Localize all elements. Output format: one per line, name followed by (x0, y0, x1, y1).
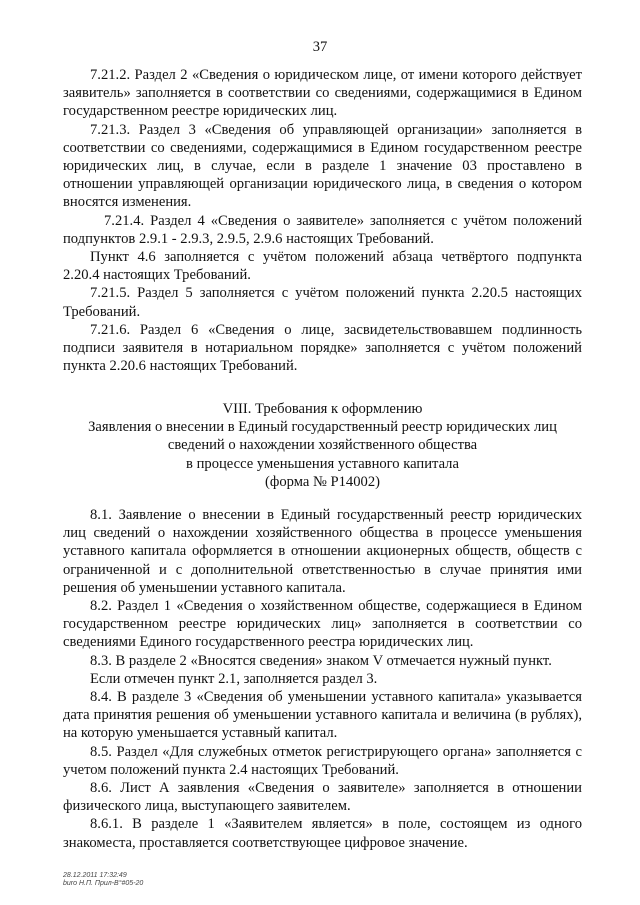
heading-line-5: (форма № Р14002) (265, 473, 380, 490)
paragraph-4-6: Пункт 4.6 заполняется с учётом положений абзаца четвёртого подпункта 2.20.4 настоящих Требований. (63, 249, 582, 284)
paragraph-8-2: 8.2. Раздел 1 «Сведения о хозяйственном обществе, содержащиеся в Едином государственном реестре юридических лиц» заполняется в соответствии со сведениями Единого государственного реестра юридических лиц. (63, 598, 582, 651)
paragraph-7-21-6: 7.21.6. Раздел 6 «Сведения о лице, засвидетельствовавшем подлинность подписи заявителя в нотариальном порядке» заполняется с учётом положений пункта 2.20.6 настоящих Требований. (63, 321, 582, 375)
page-number: 37 (312, 39, 328, 55)
paragraph-8-3: 8.3. В разделе 2 «Вносятся сведения» знаком V отмечается нужный пункт. (90, 652, 552, 669)
heading-line-4: в процессе уменьшения уставного капитала (186, 455, 459, 472)
paragraph-8-5: 8.5. Раздел «Для служебных отметок регистрирующего органа» заполняется с учетом положений пункта 2.4 настоящих Требований. (63, 743, 582, 778)
footer-timestamp: 28.12.2011 17:32:49 (63, 872, 127, 879)
paragraph-7-21-5: 7.21.5. Раздел 5 заполняется с учётом положений пункта 2.20.5 настоящих Требований. (63, 285, 582, 320)
heading-line-2: Заявления о внесении в Единый государственный реестр юридических лиц (88, 419, 557, 436)
paragraph-8-3-note: Если отмечен пункт 2.1, заполняется раздел 3. (90, 670, 378, 687)
paragraph-8-6: 8.6. Лист А заявления «Сведения о заявителе» заполняется в отношении физического лица, выступающего заявителем. (63, 780, 582, 815)
footer-file-ref: buro Н.П. Прил-В°#05-20 (63, 880, 144, 887)
footer-stamp (63, 872, 263, 888)
paragraph-8-6-1: 8.6.1. В разделе 1 «Заявителем является» в поле, состоящем из одного знакоместа, проставляется соответствующее цифровое значение. (63, 816, 582, 851)
paragraph-7-21-4: 7.21.4. Раздел 4 «Сведения о заявителе» заполняется с учётом положений подпунктов 2.9.1 - 2.9.3, 2.9.5, 2.9.6 настоящих Требований. (63, 212, 582, 247)
heading-line-3: сведений о нахождении хозяйственного общества (167, 437, 478, 454)
paragraph-8-4: 8.4. В разделе 3 «Сведения об уменьшении уставного капитала» указывается дата принятия решения об уменьшении уставного капитала и величина (в рублях), на которую уменьшается уставный капитал. (63, 689, 582, 742)
paragraph-8-1: 8.1. Заявление о внесении в Единый государственный реестр юридических лиц сведений о нахождении хозяйственного общества в процессе уменьшения уставного капитала оформляется в отношении акционерных обществ, обществ с ограниченной и с дополнительной ответственностью в случае принятия ими решения об уменьшении уставного капитала. (63, 507, 582, 596)
section-7-text (63, 66, 582, 375)
paragraph-7-21-3: 7.21.3. Раздел 3 «Сведения об управляющей организации» заполняется в соответствии со сведениями, содержащимися в Едином государственном реестре юридических лиц, в случае, если в разделе 1 значение 03 проставлено в отношении управляющей организации юридического лица, в сведения о котором вносятся изменения. (63, 121, 582, 211)
paragraph-7-21-2: 7.21.2. Раздел 2 «Сведения о юридическом лице, от имени которого действует заявитель» заполняется в соответствии со сведениями, содержащимися в Едином государственном реестре юридических лиц. (63, 67, 582, 120)
heading-line-1: VIII. Требования к оформлению (222, 401, 423, 417)
section-8-text (63, 506, 582, 852)
section-8-heading (63, 400, 582, 491)
